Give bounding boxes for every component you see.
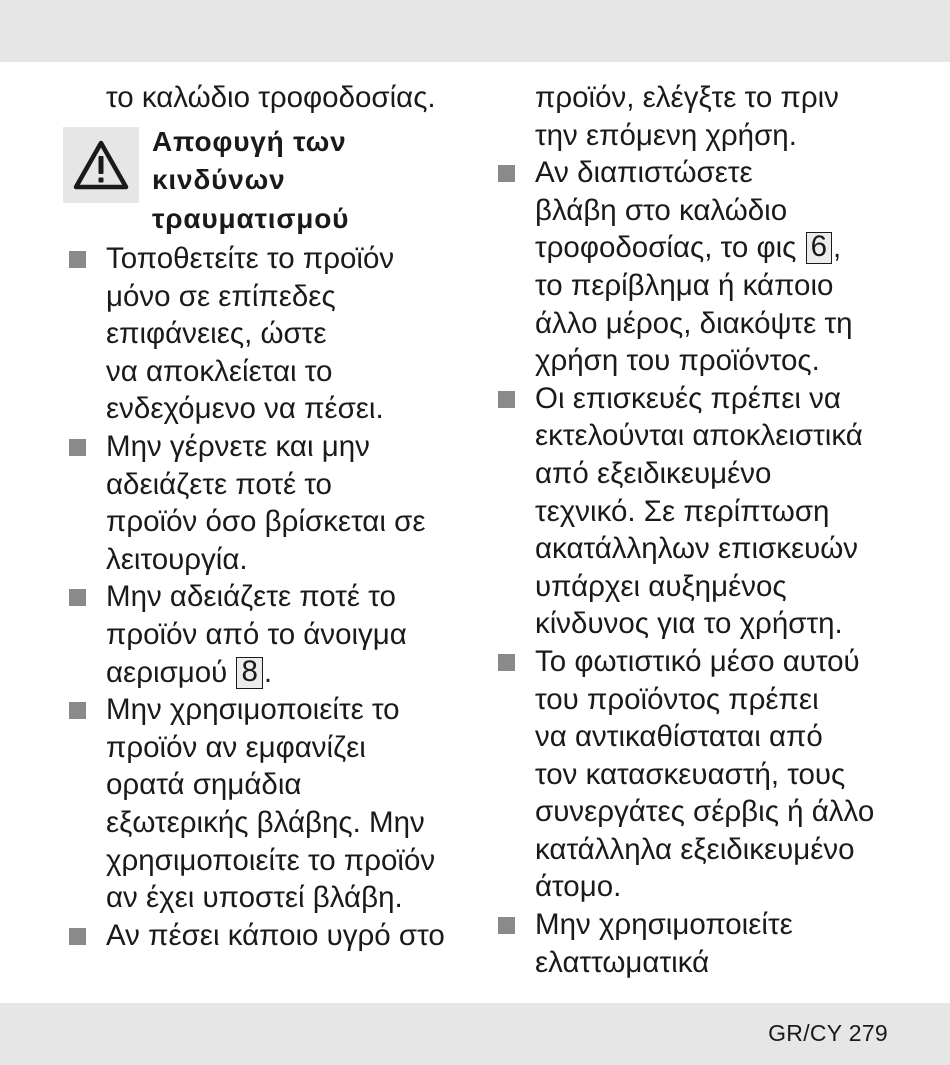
heading-line: Αποφυγή των: [152, 125, 347, 157]
item-line: Τοποθετείτε το προϊόν: [106, 242, 395, 276]
item-line: προϊόν αν εμφανίζει: [106, 730, 366, 764]
warning-icon-box: [63, 127, 139, 203]
list-item: [497, 380, 917, 643]
item-line: κατάλληλα εξειδικευμένο: [535, 832, 855, 866]
item-line: αν έχει υποστεί βλάβη.: [106, 881, 403, 915]
item-line-with-ref: [535, 229, 917, 267]
continuation-line: την επόμενη χρήση.: [535, 118, 797, 152]
item-line: τον κατασκευαστή, τους: [535, 757, 846, 791]
heading-line: τραυματισμού: [152, 202, 350, 234]
item-line: κίνδυνος για το χρήστη.: [535, 607, 843, 641]
item-line: Μην χρησιμοποιείτε το: [106, 693, 400, 727]
item-line: υπάρχει αυξημένος: [535, 569, 787, 603]
list-item: [68, 691, 468, 917]
item-line: ακατάλληλων επισκευών: [535, 532, 859, 566]
item-line: Αν διαπιστώσετε: [535, 156, 753, 190]
item-line: από εξειδικευμένο: [535, 456, 772, 490]
item-line: ελαττωματικά: [535, 945, 710, 979]
item-line: χρήση του προϊόντος.: [535, 344, 820, 378]
item-line-with-ref: [106, 654, 468, 692]
item-line: Μην γέρνετε και μην: [106, 430, 370, 464]
item-line: άλλο μέρος, διακόψτε τη: [535, 306, 853, 340]
item-line: μόνο σε επίπεδες: [106, 279, 336, 313]
item-line: ορατά σημάδια: [106, 768, 302, 802]
ref-prefix-text: τροφοδοσίας, το φις: [535, 231, 805, 265]
item-line: επιφάνειες, ώστε: [106, 317, 327, 351]
ref-suffix-text: ,: [832, 231, 842, 265]
ref-suffix-text: .: [263, 655, 273, 689]
warning-triangle-icon: [72, 139, 130, 191]
item-line: εκτελούνται αποκλειστικά: [535, 419, 863, 453]
list-item: [497, 154, 917, 380]
list-item: [68, 428, 468, 578]
ref-prefix-text: αερισμού: [106, 655, 236, 689]
warning-heading-block: [68, 123, 468, 239]
item-line: Οι επισκευές πρέπει να: [535, 381, 841, 415]
continuation-line: προϊόν, ελέγξτε το πριν: [535, 81, 839, 114]
list-item: [68, 578, 468, 691]
item-line: εξωτερικής βλάβης. Μην: [106, 806, 425, 839]
page-number: GR/CY 279: [768, 1020, 888, 1046]
item-line: Το φωτιστικό μέσο αυτού: [535, 644, 860, 678]
list-item: [68, 240, 468, 428]
item-line: να αποκλείεται το: [106, 354, 333, 388]
item-line: να αντικαθίσταται από: [535, 720, 823, 754]
intro-line: το καλώδιο τροφοδοσίας.: [106, 81, 436, 114]
item-line: αδειάζετε ποτέ το: [106, 467, 332, 501]
item-line: Μην αδειάζετε ποτέ το: [106, 580, 396, 614]
item-line: συνεργάτες σέρβις ή άλλο: [535, 795, 875, 829]
item-line: τεχνικό. Σε περίπτωση: [535, 494, 830, 528]
item-line: προϊόν από το άνοιγμα: [106, 618, 407, 652]
item-line: το περίβλημα ή κάποιο: [535, 268, 834, 302]
top-band: [0, 0, 950, 62]
part-reference-box: 6: [806, 232, 832, 264]
item-line: Αν πέσει κάποιο υγρό στο: [106, 918, 445, 952]
heading-line: κινδύνων: [152, 164, 286, 196]
list-item: [497, 643, 917, 906]
item-line: λειτουργία.: [106, 542, 248, 576]
item-line: χρησιμοποιείτε το προϊόν: [106, 843, 436, 877]
item-line: προϊόν όσο βρίσκεται σε: [106, 505, 426, 539]
section-heading: [152, 123, 468, 239]
right-column: [497, 79, 917, 981]
item-line: του προϊόντος πρέπει: [535, 682, 819, 716]
item-line: βλάβη στο καλώδιο: [535, 193, 788, 227]
part-reference-box: 8: [236, 657, 262, 689]
item-line: Μην χρησιμοποιείτε: [535, 908, 793, 942]
list-item: [68, 917, 468, 955]
item-line: ενδεχόμενο να πέσει.: [106, 392, 384, 426]
item-line: άτομο.: [535, 870, 622, 904]
left-column: [68, 79, 468, 954]
list-item: [497, 906, 917, 981]
